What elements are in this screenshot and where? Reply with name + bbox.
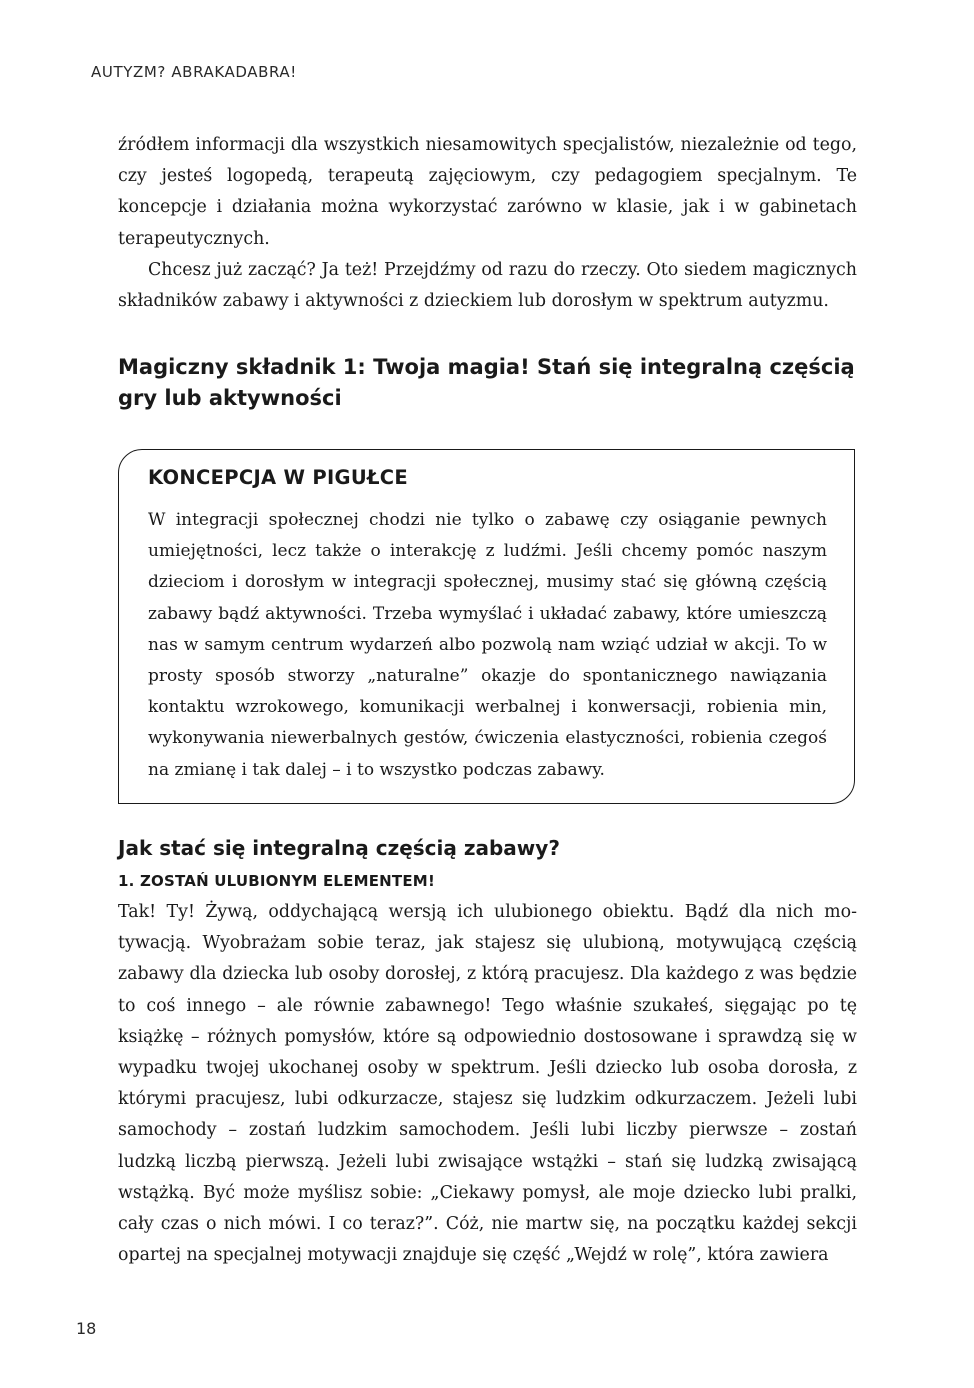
subsection-subheading: 1. ZOSTAŃ ULUBIONYM ELEMENTEM! (118, 872, 435, 890)
concept-box (118, 449, 855, 804)
concept-box-text: W integracji społecznej chodzi nie tylko o zabawę czy osiąganie pewnych umiejętności, lecz także o interakcję z ludźmi. Jeśli chcemy pomóc naszym dzieciom i dorosłym w integracji społecznej, musimy stać się główną częścią zabawy bądź aktywności. Trzeba wymyślać i układać zabawy, które umieszczą nas w samym centrum wydarzeń albo pozwolą nam wziąć udział w akcji. To w prosty sposób stworzy „naturalne” okazje do spontanicznego nawiązania kontaktu wzrokowego, komunikacji werbalnej i konwersacji, robienia min, wykonywania niewerbalnych gestów, ćwiczenia elastyczności, robienia czegoś na zmianę i tak dalej – i to wszystko podczas zabawy. (148, 510, 827, 780)
section-heading: Magiczny składnik 1: Twoja magia! Stań się integralną częścią gry lub aktywności (118, 355, 855, 410)
subsection-heading: Jak stać się integralną częścią zabawy? (118, 836, 560, 860)
subsection-paragraph: Tak! Ty! Żywą, oddychającą wersją ich ulubionego obiektu. Bądź dla nich motywacją. Wyobrażam sobie teraz, jak stajesz się ulubioną, motywującą częścią zabawy dla dziecka lub osoby dorosłej, z którą pracujesz. Dla każdego z was będzie to coś innego – ale równie zabawnego! Tego właśnie szukałeś, sięgając po tę książkę – różnych pomysłów, które są odpowiednio dostosowane i sprawdzą się w wypadku twojej ukochanej osoby w spektrum. Jeśli dziecko lub osoba dorosła, z którymi pracujesz, lubi odkurzacze, stajesz się ludzkim odkurzaczem. Jeżeli lubi samochody – zostań ludzkim samochodem. Jeśli lubi liczby pierwsze – zostań ludzką liczbą pierwszą. Jeżeli lubi zwisające wstążki – stań się ludzką zwisającą wstążką. Być może myślisz sobie: „Ciekawy pomysł, ale moje dziecko lubi pralki, cały czas o nich mówi. I co teraz?”. Cóż, nie martw się, na początku każdej sekcji opartej na specjalnej motywacji znajduje się część „Wejdź w rolę”, która zawiera (118, 902, 857, 1266)
running-header: AUTYZM? ABRAKADABRA! (91, 63, 297, 81)
intro-paragraph-1: źródłem informacji dla wszystkich niesamowitych specjalistów, niezależnie od tego, czy jesteś logopedą, terapeutą zajęciowym, czy pedagogiem specjalnym. Te koncepcje i działania można wykorzystać zarówno w klasie, jak i w gabinetach terapeutycznych. (118, 135, 857, 249)
page-number: 18 (76, 1319, 97, 1338)
concept-box-title: KONCEPCJA W PIGUŁCE (148, 466, 409, 489)
intro-paragraph-2: Chcesz już zacząć? Ja też! Przejdźmy od razu do rzeczy. Oto siedem magicznych składników zabawy i aktywności z dzieckiem lub dorosłym w spektrum autyzmu. (118, 260, 857, 312)
